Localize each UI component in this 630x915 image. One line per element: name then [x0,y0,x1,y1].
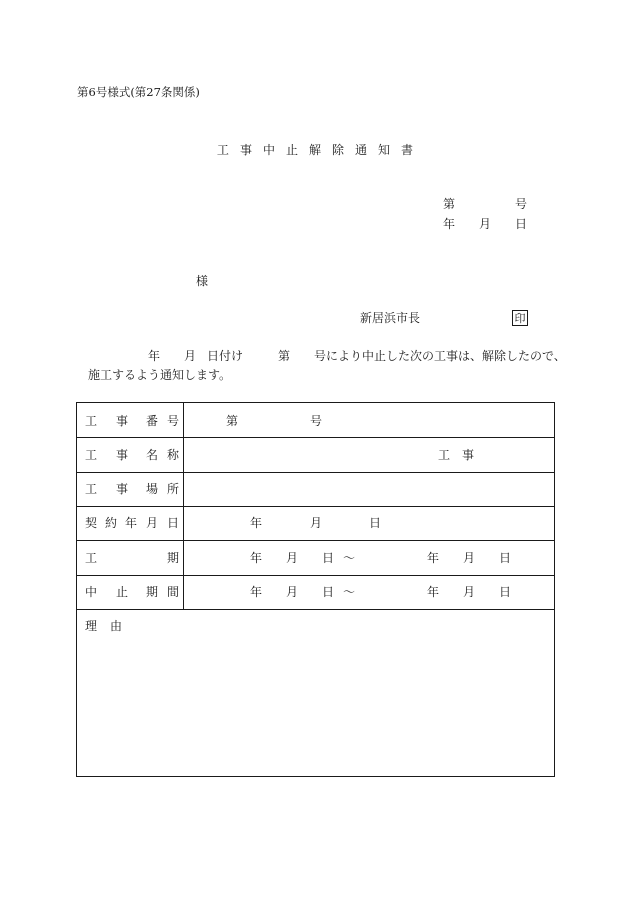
body-line2: 施工するよう通知します。 [88,368,232,382]
row-divider [77,540,554,541]
label-construction-period-right: 期 [167,551,180,565]
label-construction-place-char: 工 [85,482,98,496]
contract-month: 月 [310,516,323,530]
period-to-day: 日 [499,551,512,565]
label-construction-place-char: 事 [116,482,129,496]
row-divider [77,472,554,473]
suspension-to-year: 年 [427,585,440,599]
label-construction-number-char: 事 [116,414,129,428]
suspension-from-day: 日 [322,585,335,599]
label-reason-char: 理 [85,619,98,633]
suspension-to-month: 月 [463,585,476,599]
label-construction-name-char: 事 [116,448,129,462]
sender-mayor: 新居浜市長 [360,311,421,325]
label-construction-name-char: 名 [146,448,159,462]
title-char: 通 [355,143,368,157]
period-from-day: 日 [322,551,335,565]
period-to-year: 年 [427,551,440,565]
label-suspension-period-char: 期 [146,585,159,599]
period-tilde: ～ [343,551,356,565]
title-char: 止 [285,143,298,157]
body-line1-tail: 号により中止した次の工事は、解除したので、 [314,349,566,363]
body-dai: 第 [278,349,291,363]
label-contract-date-char: 年 [125,516,138,530]
row-divider [77,609,554,610]
row-divider [77,575,554,576]
doc-date-month: 月 [479,217,492,231]
seal-stamp-box: 印 [512,310,528,326]
label-construction-number-char: 工 [85,414,98,428]
title-char: 工 [216,143,229,157]
row-divider [77,506,554,507]
title-char: 中 [262,143,275,157]
title-char: 除 [332,143,345,157]
label-suspension-period-char: 間 [167,585,180,599]
label-contract-date-char: 月 [146,516,159,530]
body-month: 月 [184,349,197,363]
label-reason-char: 由 [110,619,123,633]
doc-date-day: 日 [515,217,528,231]
title-char: 解 [308,143,321,157]
doc-date-year: 年 [443,217,456,231]
label-contract-date-char: 日 [167,516,180,530]
label-contract-date-char: 約 [105,516,118,530]
period-from-year: 年 [250,551,263,565]
form-number-label: 第6号様式(第27条関係) [77,85,200,99]
suspension-to-day: 日 [499,585,512,599]
title-char: 書 [401,143,414,157]
period-to-month: 月 [463,551,476,565]
construction-number-go: 号 [310,414,323,428]
label-construction-period-left: 工 [85,551,98,565]
addressee-honorific: 様 [196,274,209,288]
label-construction-place-char: 場 [146,482,159,496]
label-construction-name-char: 称 [167,448,180,462]
suspension-tilde: ～ [343,585,356,599]
construction-number-dai: 第 [226,414,239,428]
construction-name-suffix: 工 事 [438,448,475,462]
body-year: 年 [148,349,161,363]
document-title [0,144,630,156]
label-suspension-period-char: 中 [85,585,98,599]
title-char: 知 [378,143,391,157]
suspension-from-month: 月 [286,585,299,599]
construction-details-table [76,402,555,777]
label-construction-place-char: 所 [167,482,180,496]
label-construction-name-char: 工 [85,448,98,462]
label-contract-date-char: 契 [85,516,98,530]
contract-day: 日 [369,516,382,530]
label-suspension-period-char: 止 [116,585,129,599]
label-construction-number-char: 号 [167,414,180,428]
row-divider [77,437,554,438]
doc-number-go: 号 [515,197,528,211]
period-from-month: 月 [286,551,299,565]
doc-number-dai: 第 [443,197,456,211]
body-day-dated: 日付け [207,349,244,363]
suspension-from-year: 年 [250,585,263,599]
title-char: 事 [239,143,252,157]
label-construction-number-char: 番 [146,414,159,428]
contract-year: 年 [250,516,263,530]
